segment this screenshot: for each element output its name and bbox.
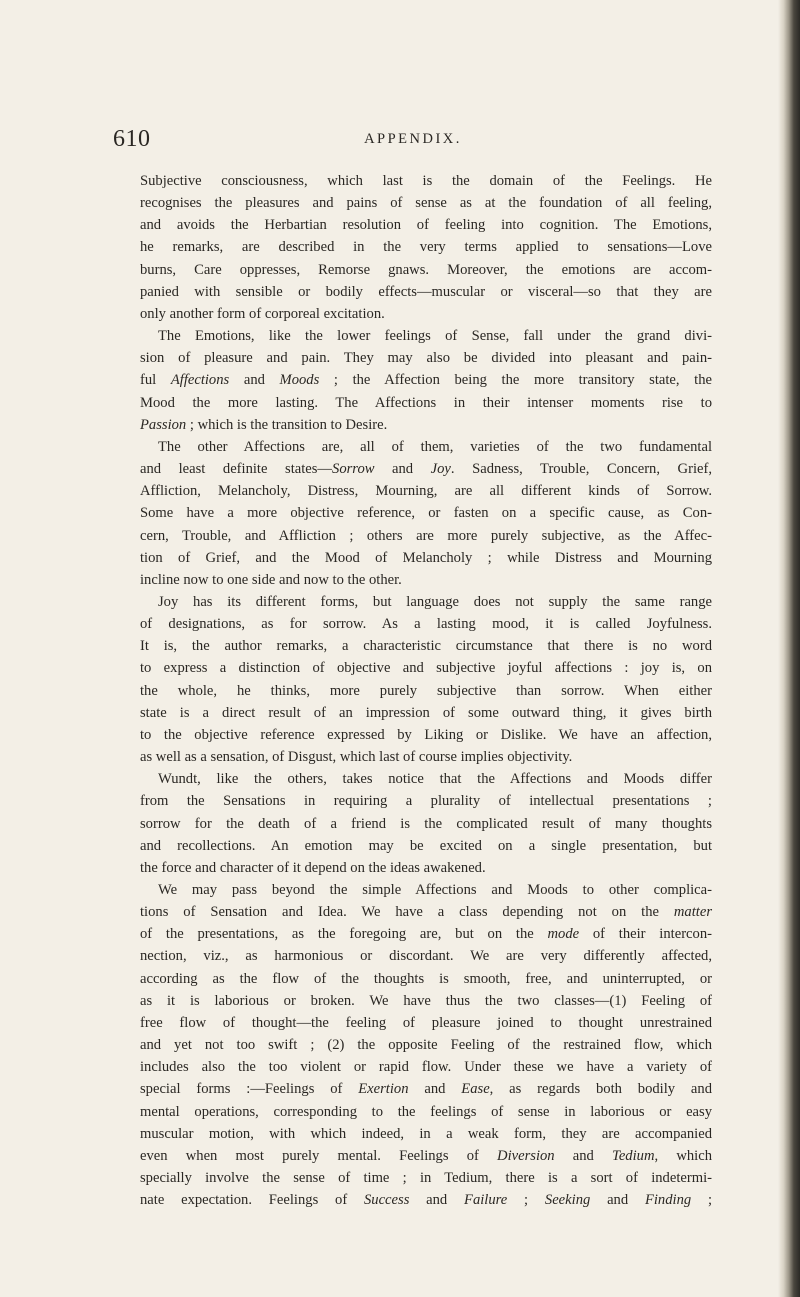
text-line: Mood the more lasting. The Affections in their intenser moments rise to	[140, 394, 712, 411]
running-head: APPENDIX.	[364, 131, 462, 147]
text-line: mental operations, corresponding to the feelings of sense in laborious or easy	[140, 1103, 712, 1120]
text-line: The other Affections are, all of them, varieties of the two fundamental	[158, 438, 712, 455]
text-line: state is a direct result of an impression of some outward thing, it gives birth	[140, 704, 712, 721]
text-line: muscular motion, with which indeed, in a weak form, they are accompanied	[140, 1125, 712, 1142]
text-line: The Emotions, like the lower feelings of Sense, fall under the grand divi-	[158, 328, 712, 345]
text-line: Passion ; which is the transition to Desire.	[140, 416, 388, 433]
text-line: and yet not too swift ; (2) the opposite Feeling of the restrained flow, which	[140, 1037, 712, 1054]
paragraph	[140, 170, 712, 325]
text-line: We may pass beyond the simple Affections and Moods to other complica-	[158, 882, 712, 898]
paragraph	[140, 768, 712, 879]
page-edge-shadow	[778, 0, 800, 1297]
text-line: to express a distinction of objective and subjective joyful affections : joy is, on	[140, 660, 712, 677]
paragraph	[140, 325, 712, 436]
text-line: recognises the pleasures and pains of sense as at the foundation of all feeling,	[140, 195, 712, 212]
page-header	[113, 126, 713, 154]
text-line: special forms :—Feelings of Exertion and Ease, as regards both bodily and	[140, 1081, 713, 1098]
text-line: and avoids the Herbartian resolution of feeling into cognition. The Emotions,	[140, 217, 712, 234]
text-line: specially involve the sense of time ; in Tedium, there is a sort of indetermi-	[140, 1170, 712, 1187]
text-line: Some have a more objective reference, or fasten on a specific cause, as Con-	[140, 505, 712, 522]
text-line: to the objective reference expressed by Liking or Dislike. We have an affection,	[140, 726, 712, 743]
text-line: nate expectation. Feelings of Success and Failure ; Seeking and Finding ;	[140, 1192, 713, 1209]
text-line: Affliction, Melancholy, Distress, Mourning, are all different kinds of Sorrow.	[140, 483, 712, 500]
text-line: from the Sensations in requiring a plurality of intellectual presentations ;	[140, 793, 712, 810]
paragraph	[140, 879, 712, 1211]
text-line: according as the flow of the thoughts is smooth, free, and uninterrupted, or	[140, 970, 712, 987]
text-line: ful Affections and Moods ; the Affection being the more transitory state, the	[140, 372, 712, 389]
text-line: sion of pleasure and pain. They may also be divided into pleasant and pain-	[140, 350, 712, 367]
text-line: only another form of corporeal excitation.	[140, 305, 385, 322]
page-number: 610	[113, 126, 151, 152]
text-line: incline now to one side and now to the other.	[140, 571, 402, 588]
text-line: of the presentations, as the foregoing are, but on the mode of their intercon-	[140, 926, 712, 943]
paragraph	[140, 591, 712, 768]
text-line: It is, the author remarks, a characteristic circumstance that there is no word	[140, 638, 712, 655]
paragraph	[140, 436, 712, 591]
text-line: as well as a sensation, of Disgust, which last of course implies objectivity.	[140, 749, 573, 766]
text-line: even when most purely mental. Feelings of Diversion and Tedium, which	[140, 1147, 712, 1164]
text-line: the whole, he thinks, more purely subjective than sorrow. When either	[140, 682, 712, 699]
body-text	[140, 170, 712, 1211]
text-line: he remarks, are described in the very terms applied to sensations—Love	[140, 239, 712, 256]
text-line: Joy has its different forms, but language does not supply the same range	[158, 593, 712, 610]
text-line: Wundt, like the others, takes notice that the Affections and Moods differ	[158, 771, 712, 788]
text-line: cern, Trouble, and Affliction ; others are more purely subjective, as the Affec-	[140, 527, 712, 544]
text-line: of designations, as for sorrow. As a lasting mood, it is called Joyfulness.	[140, 616, 712, 633]
text-line: and recollections. An emotion may be excited on a single presentation, but	[140, 837, 712, 854]
text-line: burns, Care oppresses, Remorse gnaws. Moreover, the emotions are accom-	[140, 261, 712, 278]
text-line: tions of Sensation and Idea. We have a class depending not on the matter	[140, 904, 712, 921]
text-line: nection, viz., as harmonious or discordant. We are very differently affected,	[140, 948, 712, 965]
text-line: as it is laborious or broken. We have thus the two classes—(1) Feeling of	[140, 992, 712, 1009]
text-line: includes also the too violent or rapid flow. Under these we have a variety of	[140, 1059, 712, 1076]
text-line: the force and character of it depend on the ideas awakened.	[140, 859, 486, 876]
text-line: Subjective consciousness, which last is the domain of the Feelings. He	[140, 173, 712, 189]
text-line: and least definite states—Sorrow and Joy. Sadness, Trouble, Concern, Grief,	[140, 461, 712, 478]
text-line: free flow of thought—the feeling of pleasure joined to thought unrestrained	[140, 1014, 712, 1031]
text-line: panied with sensible or bodily effects—muscular or visceral—so that they are	[140, 283, 712, 300]
text-line: tion of Grief, and the Mood of Melancholy ; while Distress and Mourning	[140, 549, 712, 566]
text-line: sorrow for the death of a friend is the complicated result of many thoughts	[140, 815, 712, 832]
